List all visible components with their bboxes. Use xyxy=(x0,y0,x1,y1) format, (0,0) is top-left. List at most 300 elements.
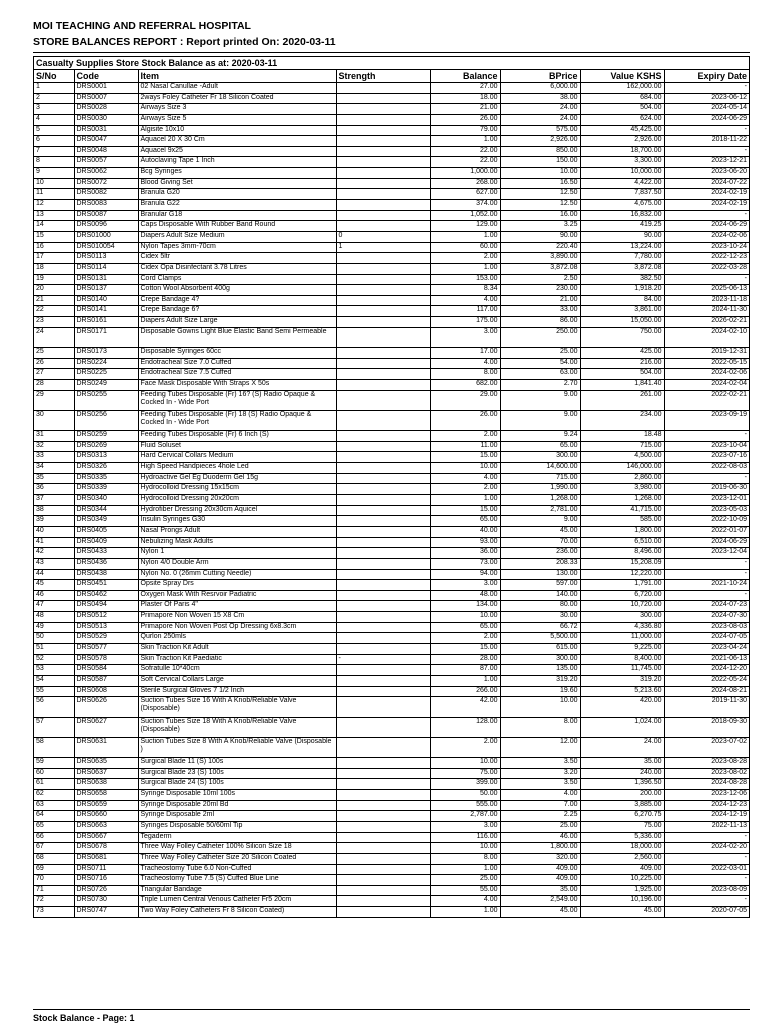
cell-expiry: 2023-08-02 xyxy=(664,768,749,779)
cell-code: DRS0587 xyxy=(74,675,138,686)
cell-balance: 1.00 xyxy=(430,231,500,242)
cell-sno: 16 xyxy=(34,242,74,253)
cell-code: DRS0030 xyxy=(74,114,138,125)
cell-strength xyxy=(336,369,430,380)
cell-item: Cidex Opa Disinfectant 3.78 Litres xyxy=(138,263,336,274)
cell-expiry: 2023-12-04 xyxy=(664,548,749,559)
cell-balance: 10.00 xyxy=(430,612,500,623)
cell-sno: 57 xyxy=(34,717,74,737)
cell-strength xyxy=(336,843,430,854)
cell-strength xyxy=(336,737,430,757)
cell-expiry: 2024-02-04 xyxy=(664,379,749,390)
cell-sno: 48 xyxy=(34,612,74,623)
cell-balance: 11.00 xyxy=(430,441,500,452)
cell-strength xyxy=(336,114,430,125)
cell-expiry: 2024-08-21 xyxy=(664,686,749,697)
cell-sno: 10 xyxy=(34,178,74,189)
cell-sno: 54 xyxy=(34,675,74,686)
cell-expiry: - xyxy=(664,473,749,484)
cell-sno: 4 xyxy=(34,114,74,125)
cell-value: 18.48 xyxy=(580,431,664,442)
table-row xyxy=(34,431,749,442)
table-row xyxy=(34,569,749,580)
cell-expiry: 2019-11-30 xyxy=(664,697,749,717)
cell-code: DRS0001 xyxy=(74,83,138,94)
cell-code: DRS0249 xyxy=(74,379,138,390)
cell-strength xyxy=(336,410,430,430)
cell-code: DRS0663 xyxy=(74,821,138,832)
cell-bprice: 220.40 xyxy=(500,242,580,253)
cell-balance: 399.00 xyxy=(430,779,500,790)
cell-balance: 128.00 xyxy=(430,717,500,737)
cell-code: DRS0730 xyxy=(74,896,138,907)
cell-code: DRS0313 xyxy=(74,452,138,463)
cell-expiry: 2024-05-14 xyxy=(664,104,749,115)
table-row xyxy=(34,601,749,612)
cell-item: Disposable Syringes 60cc xyxy=(138,348,336,359)
cell-sno: 71 xyxy=(34,885,74,896)
cell-value: 8,496.00 xyxy=(580,548,664,559)
table-row xyxy=(34,358,749,369)
cell-bprice: 65.00 xyxy=(500,441,580,452)
cell-sno: 73 xyxy=(34,907,74,917)
cell-item: Three Way Folley Catheter 100% Silicon Size 18 xyxy=(138,843,336,854)
cell-expiry: 2022-08-03 xyxy=(664,463,749,474)
cell-item: Branula G20 xyxy=(138,189,336,200)
table-row xyxy=(34,348,749,359)
cell-bprice: 12.00 xyxy=(500,737,580,757)
cell-bprice: 25.00 xyxy=(500,821,580,832)
cell-bprice: 90.00 xyxy=(500,231,580,242)
cell-value: 419.25 xyxy=(580,221,664,232)
cell-value: 300.00 xyxy=(580,612,664,623)
cell-balance: 87.00 xyxy=(430,665,500,676)
cell-balance: 65.00 xyxy=(430,516,500,527)
cell-item: Feeding Tubes Disposable (Fr) 6 Inch (S) xyxy=(138,431,336,442)
cell-item: 2ways Foley Catheter Fr 18 Silicon Coated xyxy=(138,93,336,104)
cell-strength xyxy=(336,644,430,655)
table-row xyxy=(34,737,749,757)
cell-value: 585.00 xyxy=(580,516,664,527)
cell-strength xyxy=(336,675,430,686)
cell-sno: 43 xyxy=(34,558,74,569)
cell-code: DRS0494 xyxy=(74,601,138,612)
cell-expiry: 2022-01-07 xyxy=(664,526,749,537)
cell-expiry: 2020-07-05 xyxy=(711,907,747,915)
cell-sno: 41 xyxy=(34,537,74,548)
cell-bprice: 300.00 xyxy=(500,452,580,463)
table-row xyxy=(34,157,749,168)
cell-expiry: 2023-12-06 xyxy=(664,790,749,801)
cell-sno: 56 xyxy=(34,697,74,717)
cell-bprice: 140.00 xyxy=(500,590,580,601)
cell-balance: 8.34 xyxy=(430,285,500,296)
cell-sno: 31 xyxy=(34,431,74,442)
stock-table xyxy=(34,70,749,917)
cell-value: 75.00 xyxy=(580,821,664,832)
cell-value: 409.00 xyxy=(580,864,664,875)
cell-item: Cord Clamps xyxy=(138,274,336,285)
cell-code: DRS0062 xyxy=(74,168,138,179)
cell-value: 504.00 xyxy=(580,104,664,115)
cell-expiry: 2021-10-24 xyxy=(664,580,749,591)
cell-item: 02 Nasal Canullae -Adult xyxy=(138,83,336,94)
cell-bprice: 2,926.00 xyxy=(500,136,580,147)
cell-value: 4,336.80 xyxy=(580,622,664,633)
table-row xyxy=(34,580,749,591)
cell-balance: 10.00 xyxy=(430,758,500,769)
cell-sno: 49 xyxy=(34,622,74,633)
cell-expiry: 2023-08-09 xyxy=(664,885,749,896)
cell-balance: 36.00 xyxy=(430,548,500,559)
cell-expiry: 2022-03-28 xyxy=(664,263,749,274)
cell-item: Surgical Blade 24 (S) 100s xyxy=(138,779,336,790)
cell-value: 6,720.00 xyxy=(580,590,664,601)
cell-expiry: - xyxy=(664,125,749,136)
table-row xyxy=(34,484,749,495)
cell-balance: 79.00 xyxy=(430,125,500,136)
cell-value: 7,780.00 xyxy=(580,253,664,264)
cell-strength xyxy=(336,104,430,115)
table-row xyxy=(34,104,749,115)
cell-sno: 8 xyxy=(34,157,74,168)
cell-item: Airways Size 5 xyxy=(138,114,336,125)
cell-value: 1,918.20 xyxy=(580,285,664,296)
table-row xyxy=(34,83,749,94)
cell-expiry: 2024-02-19 xyxy=(664,200,749,211)
cell-value: 24.00 xyxy=(580,737,664,757)
cell-item: Face Mask Disposable With Straps X 50s xyxy=(138,379,336,390)
cell-balance: 266.00 xyxy=(430,686,500,697)
cell-bprice: 70.00 xyxy=(500,537,580,548)
cell-code: DRS0335 xyxy=(74,473,138,484)
stock-balance-sheet xyxy=(33,56,750,918)
cell-expiry: 2023-10-04 xyxy=(664,441,749,452)
cell-code: DRS0140 xyxy=(74,295,138,306)
cell-value: 10,225.00 xyxy=(580,875,664,886)
cell-balance: 17.00 xyxy=(430,348,500,359)
cell-value: 45,425.00 xyxy=(580,125,664,136)
cell-sno: 42 xyxy=(34,548,74,559)
cell-value: 162,000.00 xyxy=(580,83,664,94)
cell-bprice: 250.00 xyxy=(500,327,580,347)
cell-value: 425.00 xyxy=(580,348,664,359)
cell-code: DRS0433 xyxy=(74,548,138,559)
cell-bprice: 230.00 xyxy=(500,285,580,296)
table-row xyxy=(34,864,749,875)
cell-expiry: 2024-06-29 xyxy=(664,537,749,548)
cell-item: Airways Size 3 xyxy=(138,104,336,115)
cell-value: 1,791.00 xyxy=(580,580,664,591)
cell-strength xyxy=(336,601,430,612)
cell-sno: 11 xyxy=(34,189,74,200)
cell-expiry: 2019-06-30 xyxy=(664,484,749,495)
cell-sno: 5 xyxy=(34,125,74,136)
cell-strength xyxy=(336,390,430,410)
cell-strength xyxy=(336,885,430,896)
cell-value: 750.00 xyxy=(580,327,664,347)
cell-value: 4,675.00 xyxy=(580,200,664,211)
col-header-value: Value KSHS xyxy=(580,70,664,83)
cell-bprice: 30.00 xyxy=(500,612,580,623)
cell-code: DRS0584 xyxy=(74,665,138,676)
cell-strength xyxy=(336,157,430,168)
cell-balance: 75.00 xyxy=(430,768,500,779)
cell-value: 10,196.00 xyxy=(580,896,664,907)
cell-bprice: 236.00 xyxy=(500,548,580,559)
table-row xyxy=(34,441,749,452)
cell-strength xyxy=(336,463,430,474)
cell-code: DRS0462 xyxy=(74,590,138,601)
cell-sno: 55 xyxy=(34,686,74,697)
cell-strength xyxy=(336,768,430,779)
table-row xyxy=(34,306,749,317)
cell-value: 1,024.00 xyxy=(580,717,664,737)
cell-bprice: 3,890.00 xyxy=(500,253,580,264)
cell-expiry: - xyxy=(664,569,749,580)
cell-strength xyxy=(336,484,430,495)
cell-code: DRS0436 xyxy=(74,558,138,569)
cell-value: 146,000.00 xyxy=(580,463,664,474)
cell-code: DRS0577 xyxy=(74,644,138,655)
cell-code: DRS01000 xyxy=(74,231,138,242)
cell-sno: 7 xyxy=(34,146,74,157)
cell-item: Primapore Non Woven Post Op Dressing 6x8.3cm xyxy=(138,622,336,633)
cell-expiry: 2021-06-13 xyxy=(664,654,749,665)
cell-balance: 29.00 xyxy=(430,390,500,410)
cell-item: Feeding Tubes Disposable (Fr) 18 (S) Radio Opaque & Cocked In - Wide Port xyxy=(138,410,336,430)
cell-item: Oxygen Mask With Resrvoir Padiatric xyxy=(138,590,336,601)
cell-balance: 374.00 xyxy=(430,200,500,211)
cell-item: Sofratulle 10*40cm xyxy=(138,665,336,676)
cell-sno: 34 xyxy=(34,463,74,474)
cell-sno: 65 xyxy=(34,821,74,832)
cell-value: 1,268.00 xyxy=(580,495,664,506)
cell-code: DRS0409 xyxy=(74,537,138,548)
cell-value: 13,224.00 xyxy=(580,242,664,253)
cell-expiry: 2023-07-16 xyxy=(664,452,749,463)
cell-bprice: 4.00 xyxy=(500,790,580,801)
cell-item: Disposable Gowns Light Blue Elastic Band Semi Permeable xyxy=(138,327,336,347)
cell-balance: 4.00 xyxy=(430,896,500,907)
cell-code: DRS0141 xyxy=(74,306,138,317)
cell-value: 216.00 xyxy=(580,358,664,369)
cell-balance: 3.00 xyxy=(430,821,500,832)
cell-balance: 175.00 xyxy=(430,317,500,328)
cell-bprice: 10.00 xyxy=(500,697,580,717)
table-row xyxy=(34,263,749,274)
cell-sno: 17 xyxy=(34,253,74,264)
cell-value: 200.00 xyxy=(580,790,664,801)
cell-bprice: 8.00 xyxy=(500,717,580,737)
cell-code: DRS0161 xyxy=(74,317,138,328)
cell-bprice: 2.25 xyxy=(500,811,580,822)
cell-sno: 60 xyxy=(34,768,74,779)
cell-balance: 1.00 xyxy=(430,263,500,274)
cell-code: DRS0339 xyxy=(74,484,138,495)
cell-value: 240.00 xyxy=(580,768,664,779)
cell-balance: 10.00 xyxy=(430,843,500,854)
cell-expiry: 2022-12-23 xyxy=(664,253,749,264)
cell-value: 11,000.00 xyxy=(580,633,664,644)
cell-value: 18,000.00 xyxy=(580,843,664,854)
cell-code: DRS0031 xyxy=(74,125,138,136)
cell-bprice: 21.00 xyxy=(500,295,580,306)
cell-code: DRS0638 xyxy=(74,779,138,790)
cell-code: DRS0635 xyxy=(74,758,138,769)
table-row xyxy=(34,800,749,811)
cell-strength xyxy=(336,431,430,442)
table-row xyxy=(34,633,749,644)
cell-code: DRS0137 xyxy=(74,285,138,296)
cell-item: Insulin Syringes G30 xyxy=(138,516,336,527)
cell-expiry: - xyxy=(664,210,749,221)
cell-bprice: 12.50 xyxy=(500,189,580,200)
cell-expiry: - xyxy=(664,83,749,94)
cell-balance: 1.00 xyxy=(430,495,500,506)
table-row xyxy=(34,146,749,157)
cell-value: 18,700.00 xyxy=(580,146,664,157)
cell-bprice: 130.00 xyxy=(500,569,580,580)
cell-balance: 2.00 xyxy=(430,737,500,757)
cell-strength xyxy=(336,526,430,537)
cell-item: Suction Tubes Size 16 With A Knob/Reliable Valve (Disposable) xyxy=(138,697,336,717)
cell-value: 8,400.00 xyxy=(580,654,664,665)
cell-expiry: 2024-06-29 xyxy=(664,114,749,125)
cell-sno: 27 xyxy=(34,369,74,380)
table-row xyxy=(34,390,749,410)
cell-sno: 28 xyxy=(34,379,74,390)
cell-balance: 268.00 xyxy=(430,178,500,189)
cell-bprice: 54.00 xyxy=(500,358,580,369)
cell-balance: 3.00 xyxy=(430,327,500,347)
cell-expiry: 2018-11-22 xyxy=(664,136,749,147)
cell-balance: 2.00 xyxy=(430,484,500,495)
cell-bprice: 2,549.00 xyxy=(500,896,580,907)
cell-item: Tracheostomy Tube 7.5 (S) Cuffed Blue Line xyxy=(138,875,336,886)
cell-bprice: 5,500.00 xyxy=(500,633,580,644)
cell-strength xyxy=(336,907,430,917)
table-row xyxy=(34,590,749,601)
cell-code: DRS0224 xyxy=(74,358,138,369)
cell-expiry: - xyxy=(664,431,749,442)
table-row xyxy=(34,516,749,527)
cell-strength xyxy=(336,697,430,717)
cell-bprice: 24.00 xyxy=(500,114,580,125)
cell-balance: 8.00 xyxy=(430,369,500,380)
cell-balance: 48.00 xyxy=(430,590,500,601)
cell-strength xyxy=(336,505,430,516)
cell-strength: - xyxy=(336,654,430,665)
cell-code: DRS0340 xyxy=(74,495,138,506)
cell-expiry: 2023-09-19 xyxy=(664,410,749,430)
cell-balance: 60.00 xyxy=(430,242,500,253)
cell-sno: 61 xyxy=(34,779,74,790)
cell-value: 45.00 xyxy=(580,907,664,917)
table-row xyxy=(34,654,749,665)
cell-code: DRS0678 xyxy=(74,843,138,854)
cell-code: DRS0451 xyxy=(74,580,138,591)
cell-code: DRS0658 xyxy=(74,790,138,801)
cell-code: DRS0028 xyxy=(74,104,138,115)
cell-code: DRS0255 xyxy=(74,390,138,410)
cell-item: Skin Traction Kit Adult xyxy=(138,644,336,655)
cell-item: Autoclaving Tape 1 Inch xyxy=(138,157,336,168)
cell-value: 5,213.60 xyxy=(580,686,664,697)
cell-code: DRS0626 xyxy=(74,697,138,717)
cell-item: Surgical Blade 11 (S) 100s xyxy=(138,758,336,769)
table-row xyxy=(34,231,749,242)
table-row xyxy=(34,622,749,633)
cell-sno: 35 xyxy=(34,473,74,484)
cell-sno: 46 xyxy=(34,590,74,601)
cell-bprice: 3.50 xyxy=(500,758,580,769)
cell-value: 6,270.75 xyxy=(580,811,664,822)
cell-bprice: 208.33 xyxy=(500,558,580,569)
cell-sno: 45 xyxy=(34,580,74,591)
cell-value: 504.00 xyxy=(580,369,664,380)
cell-strength xyxy=(336,379,430,390)
cell-code: DRS0087 xyxy=(74,210,138,221)
cell-bprice: 150.00 xyxy=(500,157,580,168)
cell-sno: 52 xyxy=(34,654,74,665)
cell-strength xyxy=(336,686,430,697)
cell-expiry: 2022-05-15 xyxy=(664,358,749,369)
cell-value: 3,885.00 xyxy=(580,800,664,811)
cell-item: High Speed Handpieces 4hole Led xyxy=(138,463,336,474)
cell-balance: 682.00 xyxy=(430,379,500,390)
cell-bprice: 9.00 xyxy=(500,516,580,527)
table-row xyxy=(34,885,749,896)
cell-strength xyxy=(336,875,430,886)
cell-bprice: 3,872.08 xyxy=(500,263,580,274)
cell-expiry: 2024-02-06 xyxy=(664,231,749,242)
table-row xyxy=(34,463,749,474)
table-row xyxy=(34,495,749,506)
hospital-name: MOI TEACHING AND REFERRAL HOSPITAL xyxy=(33,20,251,32)
cell-balance: 1.00 xyxy=(430,907,500,917)
cell-strength xyxy=(336,821,430,832)
cell-value: 10,000.00 xyxy=(580,168,664,179)
cell-expiry: 2023-08-28 xyxy=(664,758,749,769)
cell-balance: 15.00 xyxy=(430,452,500,463)
cell-item: Fluid Soluset xyxy=(138,441,336,452)
cell-balance: 94.00 xyxy=(430,569,500,580)
table-row xyxy=(34,612,749,623)
cell-code: DRS0608 xyxy=(74,686,138,697)
cell-bprice: 63.00 xyxy=(500,369,580,380)
table-row xyxy=(34,526,749,537)
cell-code: DRS0627 xyxy=(74,717,138,737)
cell-strength xyxy=(336,306,430,317)
cell-balance: 15.00 xyxy=(430,644,500,655)
cell-item: Nebulizing Mask Adults xyxy=(138,537,336,548)
cell-code: DRS0637 xyxy=(74,768,138,779)
cell-balance: 21.00 xyxy=(430,104,500,115)
cell-strength xyxy=(336,717,430,737)
cell-code: DRS0578 xyxy=(74,654,138,665)
table-row xyxy=(34,317,749,328)
cell-code: DRS0269 xyxy=(74,441,138,452)
col-header-balance: Balance xyxy=(430,70,500,83)
cell-strength xyxy=(336,221,430,232)
cell-item: Diapers Adult Size Large xyxy=(138,317,336,328)
cell-strength xyxy=(336,548,430,559)
cell-code: DRS0726 xyxy=(74,885,138,896)
cell-strength xyxy=(336,516,430,527)
cell-value: 261.00 xyxy=(580,390,664,410)
cell-balance: 15.00 xyxy=(430,505,500,516)
